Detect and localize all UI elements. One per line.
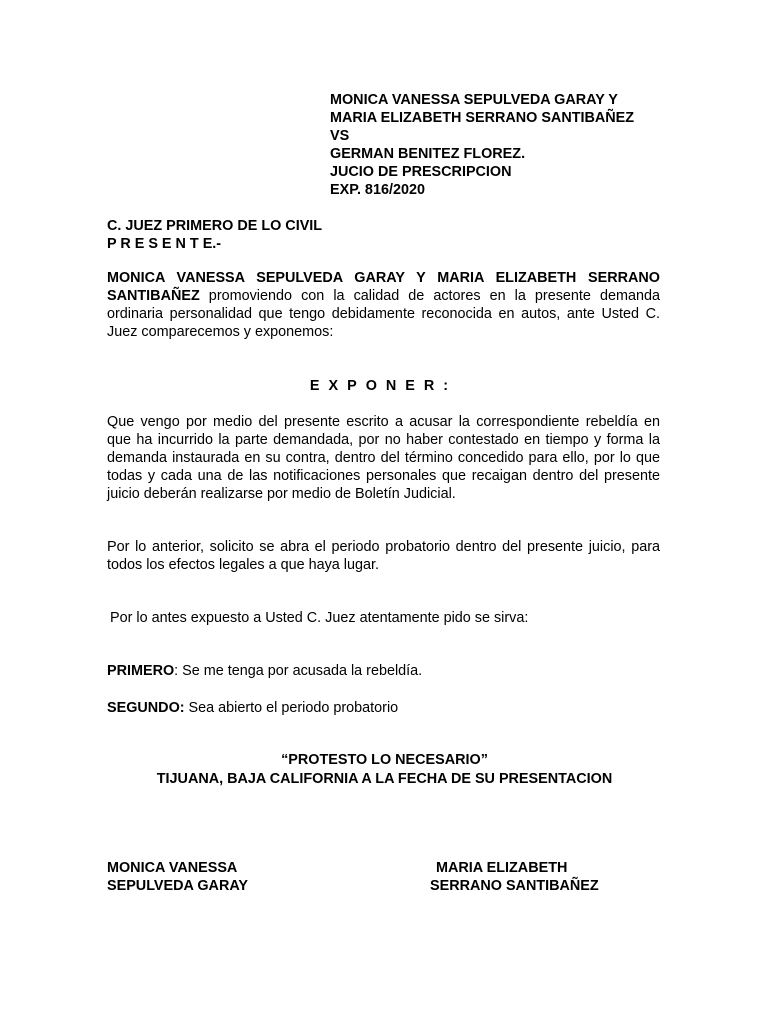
signature-right-line-2: SERRANO SANTIBAÑEZ <box>430 878 599 894</box>
request-primero-text: : Se me tenga por acusada la rebeldía. <box>174 663 423 679</box>
signature-right <box>430 859 690 895</box>
intro-text: promoviendo con la calidad de actores en la presente demanda ordinaria personalidad que tengo debidamente reconocida en autos, ante Usted C. Juez comparecemos y exponemos: <box>107 288 660 340</box>
signature-left-line-1: MONICA VANESSA <box>107 860 238 876</box>
signature-left <box>107 859 367 895</box>
signature-right-line-1: MARIA ELIZABETH <box>436 860 568 876</box>
section-heading <box>107 377 660 395</box>
heading-exponer: EXPONER: <box>309 378 458 394</box>
body-paragraph-2: Por lo anterior, solicito se abra el periodo probatorio dentro del presente juicio, para todos los efectos legales a que haya lugar. <box>107 539 660 573</box>
caption-versus: VS <box>330 128 350 144</box>
caption-plaintiff-line-2: MARIA ELIZABETH SERRANO SANTIBAÑEZ <box>330 110 635 126</box>
addressee-presente: P R E S E N T E.- <box>107 236 222 252</box>
request-primero-label: PRIMERO <box>107 663 175 679</box>
signature-left-line-2: SEPULVEDA GARAY <box>107 878 249 894</box>
request-segundo-label: SEGUNDO: <box>107 700 185 716</box>
closing-place-date: TIJUANA, BAJA CALIFORNIA A LA FECHA DE SU PRESENTACION <box>156 771 613 787</box>
case-caption <box>330 91 730 199</box>
body-paragraph-1: Que vengo por medio del presente escrito a acusar la correspondiente rebeldía en que ha incurrido la parte demandada, por no haber contestado en tiempo y forma la demanda instaurada en su contra, dentro del término concedido para ello, por lo que todas y cada una de las notificaciones personales que recaigan dentro del presente juicio deberán realizarse por medio de Boletín Judicial. <box>107 414 660 502</box>
closing-block <box>107 751 662 789</box>
request-segundo-text: Sea abierto el periodo probatorio <box>184 700 399 716</box>
caption-plaintiff-line-1: MONICA VANESSA SEPULVEDA GARAY Y <box>330 92 618 108</box>
intro-party-names: MONICA VANESSA SEPULVEDA GARAY Y MARIA ELIZABETH SERRANO SANTIBAÑEZ <box>107 270 660 304</box>
request-primero <box>107 662 660 680</box>
intro-paragraph <box>107 269 660 341</box>
closing-protesto: “PROTESTO LO NECESARIO” <box>281 752 488 768</box>
body-paragraph-3: Por lo antes expuesto a Usted C. Juez atentamente pido se sirva: <box>110 610 529 626</box>
caption-case-type: JUCIO DE PRESCRIPCION <box>330 164 512 180</box>
request-segundo <box>107 699 660 717</box>
caption-file-number: EXP. 816/2020 <box>330 182 425 198</box>
caption-defendant: GERMAN BENITEZ FLOREZ. <box>330 146 526 162</box>
addressee <box>107 217 667 253</box>
addressee-judge: C. JUEZ PRIMERO DE LO CIVIL <box>107 218 323 234</box>
